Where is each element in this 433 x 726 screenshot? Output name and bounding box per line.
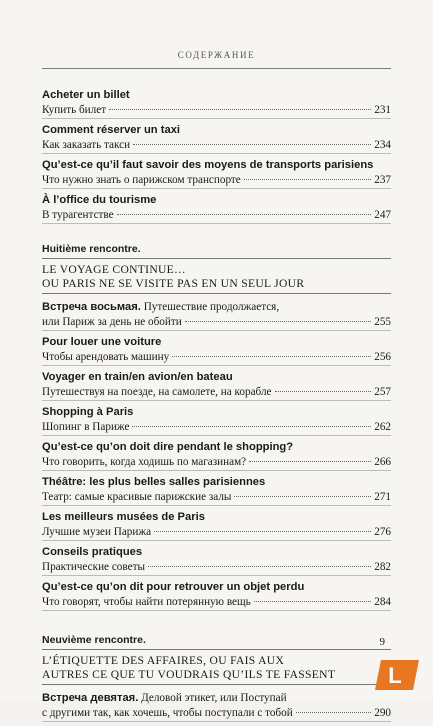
entry-line-ru [42, 208, 391, 224]
toc-entry [42, 405, 391, 436]
toc-entry [42, 158, 391, 189]
entry-title-ru: Путешествуя на поезде, на самолете, на корабле [42, 386, 272, 398]
leader-dots [172, 356, 371, 357]
meeting-text: Путешествие продолжается, [140, 301, 280, 313]
toc-entry [42, 545, 391, 576]
entry-page: 290 [374, 707, 391, 719]
section-title-line: AUTRES CE QUE TU VOUDRAIS QU’ILS TE FASSENT [42, 668, 336, 681]
meeting-entry [42, 300, 391, 331]
entry-title-fr: Pour louer une voiture [42, 336, 162, 348]
page-number: 9 [379, 636, 385, 648]
leader-dots [154, 531, 371, 532]
leader-dots [275, 391, 372, 392]
entry-line-ru [42, 173, 391, 189]
entry-line-ru [42, 560, 391, 576]
entry-title-ru: В турагентстве [42, 209, 114, 221]
entry-title-ru: Лучшие музеи Парижа [42, 526, 152, 538]
entry-line-ru [42, 490, 391, 506]
entry-line-ru [42, 420, 391, 436]
entry-title-ru: Чтобы арендовать машину [42, 351, 170, 363]
publisher-logo-icon [373, 658, 423, 692]
header-rule [42, 68, 391, 69]
meeting-line-2 [42, 706, 391, 722]
meeting-text: или Париж за день не обойти [42, 316, 182, 328]
leader-dots [296, 712, 372, 713]
toc-entry [42, 88, 391, 119]
entry-title-ru: Шопинг в Париже [42, 421, 130, 433]
meeting-text: с другими так, как хочешь, чтобы поступали с тобой [42, 707, 293, 719]
entry-page: 271 [374, 491, 391, 503]
section-label: Neuvième rencontre. [42, 633, 391, 650]
meeting-line-2 [42, 315, 391, 331]
entry-title-ru: Купить билет [42, 104, 107, 116]
leader-dots [148, 566, 371, 567]
entry-title-fr: Qu’est-ce qu’il faut savoir des moyens de transports parisiens [42, 159, 374, 171]
entry-title-fr: Conseils pratiques [42, 546, 143, 558]
meeting-text: Деловой этикет, или Поступай [138, 692, 287, 704]
meeting-label: Встреча восьмая. [42, 301, 141, 313]
meeting-entry [42, 691, 391, 722]
entry-page: 276 [374, 526, 391, 538]
leader-dots [185, 321, 371, 322]
entry-page: 231 [374, 104, 391, 116]
toc-entry [42, 580, 391, 611]
leader-dots [109, 109, 371, 110]
toc-entry [42, 510, 391, 541]
entry-line-ru [42, 350, 391, 366]
toc-entry [42, 123, 391, 154]
entry-title-fr: Shopping à Paris [42, 406, 134, 418]
entry-page: 247 [374, 209, 391, 221]
meeting-label: Встреча девятая. [42, 692, 139, 704]
meeting-line [42, 691, 391, 706]
section-label: Huitième rencontre. [42, 242, 391, 259]
toc-entry [42, 370, 391, 401]
entry-title-fr: Qu’est-ce qu’on dit pour retrouver un objet perdu [42, 581, 305, 593]
entry-title-ru: Театр: самые красивые парижские залы [42, 491, 232, 503]
entry-page: 282 [374, 561, 391, 573]
toc-entry [42, 335, 391, 366]
leader-dots [117, 214, 372, 215]
entry-line-ru [42, 455, 391, 471]
entry-line-ru [42, 595, 391, 611]
leader-dots [249, 461, 371, 462]
entry-title-ru: Что нужно знать о парижском транспорте [42, 174, 241, 186]
leader-dots [254, 601, 372, 602]
entry-title-fr: Voyager en train/en avion/en bateau [42, 371, 233, 383]
entry-page: 284 [374, 596, 391, 608]
entry-page: 237 [374, 174, 391, 186]
toc-entry [42, 475, 391, 506]
entry-title-fr: Comment réserver un taxi [42, 124, 181, 136]
logo-letter: L [388, 663, 402, 688]
toc-entry [42, 193, 391, 224]
entry-title-fr: À l’office du tourisme [42, 194, 157, 206]
section-title [42, 654, 391, 685]
entry-line-ru [42, 138, 391, 154]
leader-dots [244, 179, 371, 180]
entry-line-ru [42, 103, 391, 119]
entry-title-ru: Что говорят, чтобы найти потерянную вещь [42, 596, 251, 608]
leader-dots [133, 144, 371, 145]
entry-page: 234 [374, 139, 391, 151]
entry-title-ru: Практические советы [42, 561, 145, 573]
entry-line-ru [42, 525, 391, 541]
section-title-line: OU PARIS NE SE VISITE PAS EN UN SEUL JOUR [42, 277, 305, 290]
entry-title-fr: Théâtre: les plus belles salles parisiennes [42, 476, 266, 488]
entry-title-ru: Что говорить, когда ходишь по магазинам? [42, 456, 247, 468]
section-title-line: L’ÉTIQUETTE DES AFFAIRES, OU FAIS AUX [42, 654, 285, 667]
meeting-line [42, 300, 391, 315]
entry-page: 255 [374, 316, 391, 328]
entry-line-ru [42, 385, 391, 401]
entry-page: 256 [374, 351, 391, 363]
section-title-line: LE VOYAGE CONTINUE… [42, 263, 186, 276]
entry-title-fr: Acheter un billet [42, 89, 130, 101]
entry-title-fr: Les meilleurs musées de Paris [42, 511, 205, 523]
running-head: СОДЕРЖАНИЕ [177, 50, 256, 60]
entry-page: 266 [374, 456, 391, 468]
table-of-contents [42, 88, 391, 726]
entry-title-ru: Как заказать такси [42, 139, 131, 151]
toc-entry [42, 440, 391, 471]
entry-page: 262 [374, 421, 391, 433]
leader-dots [132, 426, 371, 427]
section-title [42, 263, 391, 294]
entry-title-fr: Qu’est-ce qu’on doit dire pendant le shopping? [42, 441, 294, 453]
entry-page: 257 [374, 386, 391, 398]
leader-dots [234, 496, 371, 497]
